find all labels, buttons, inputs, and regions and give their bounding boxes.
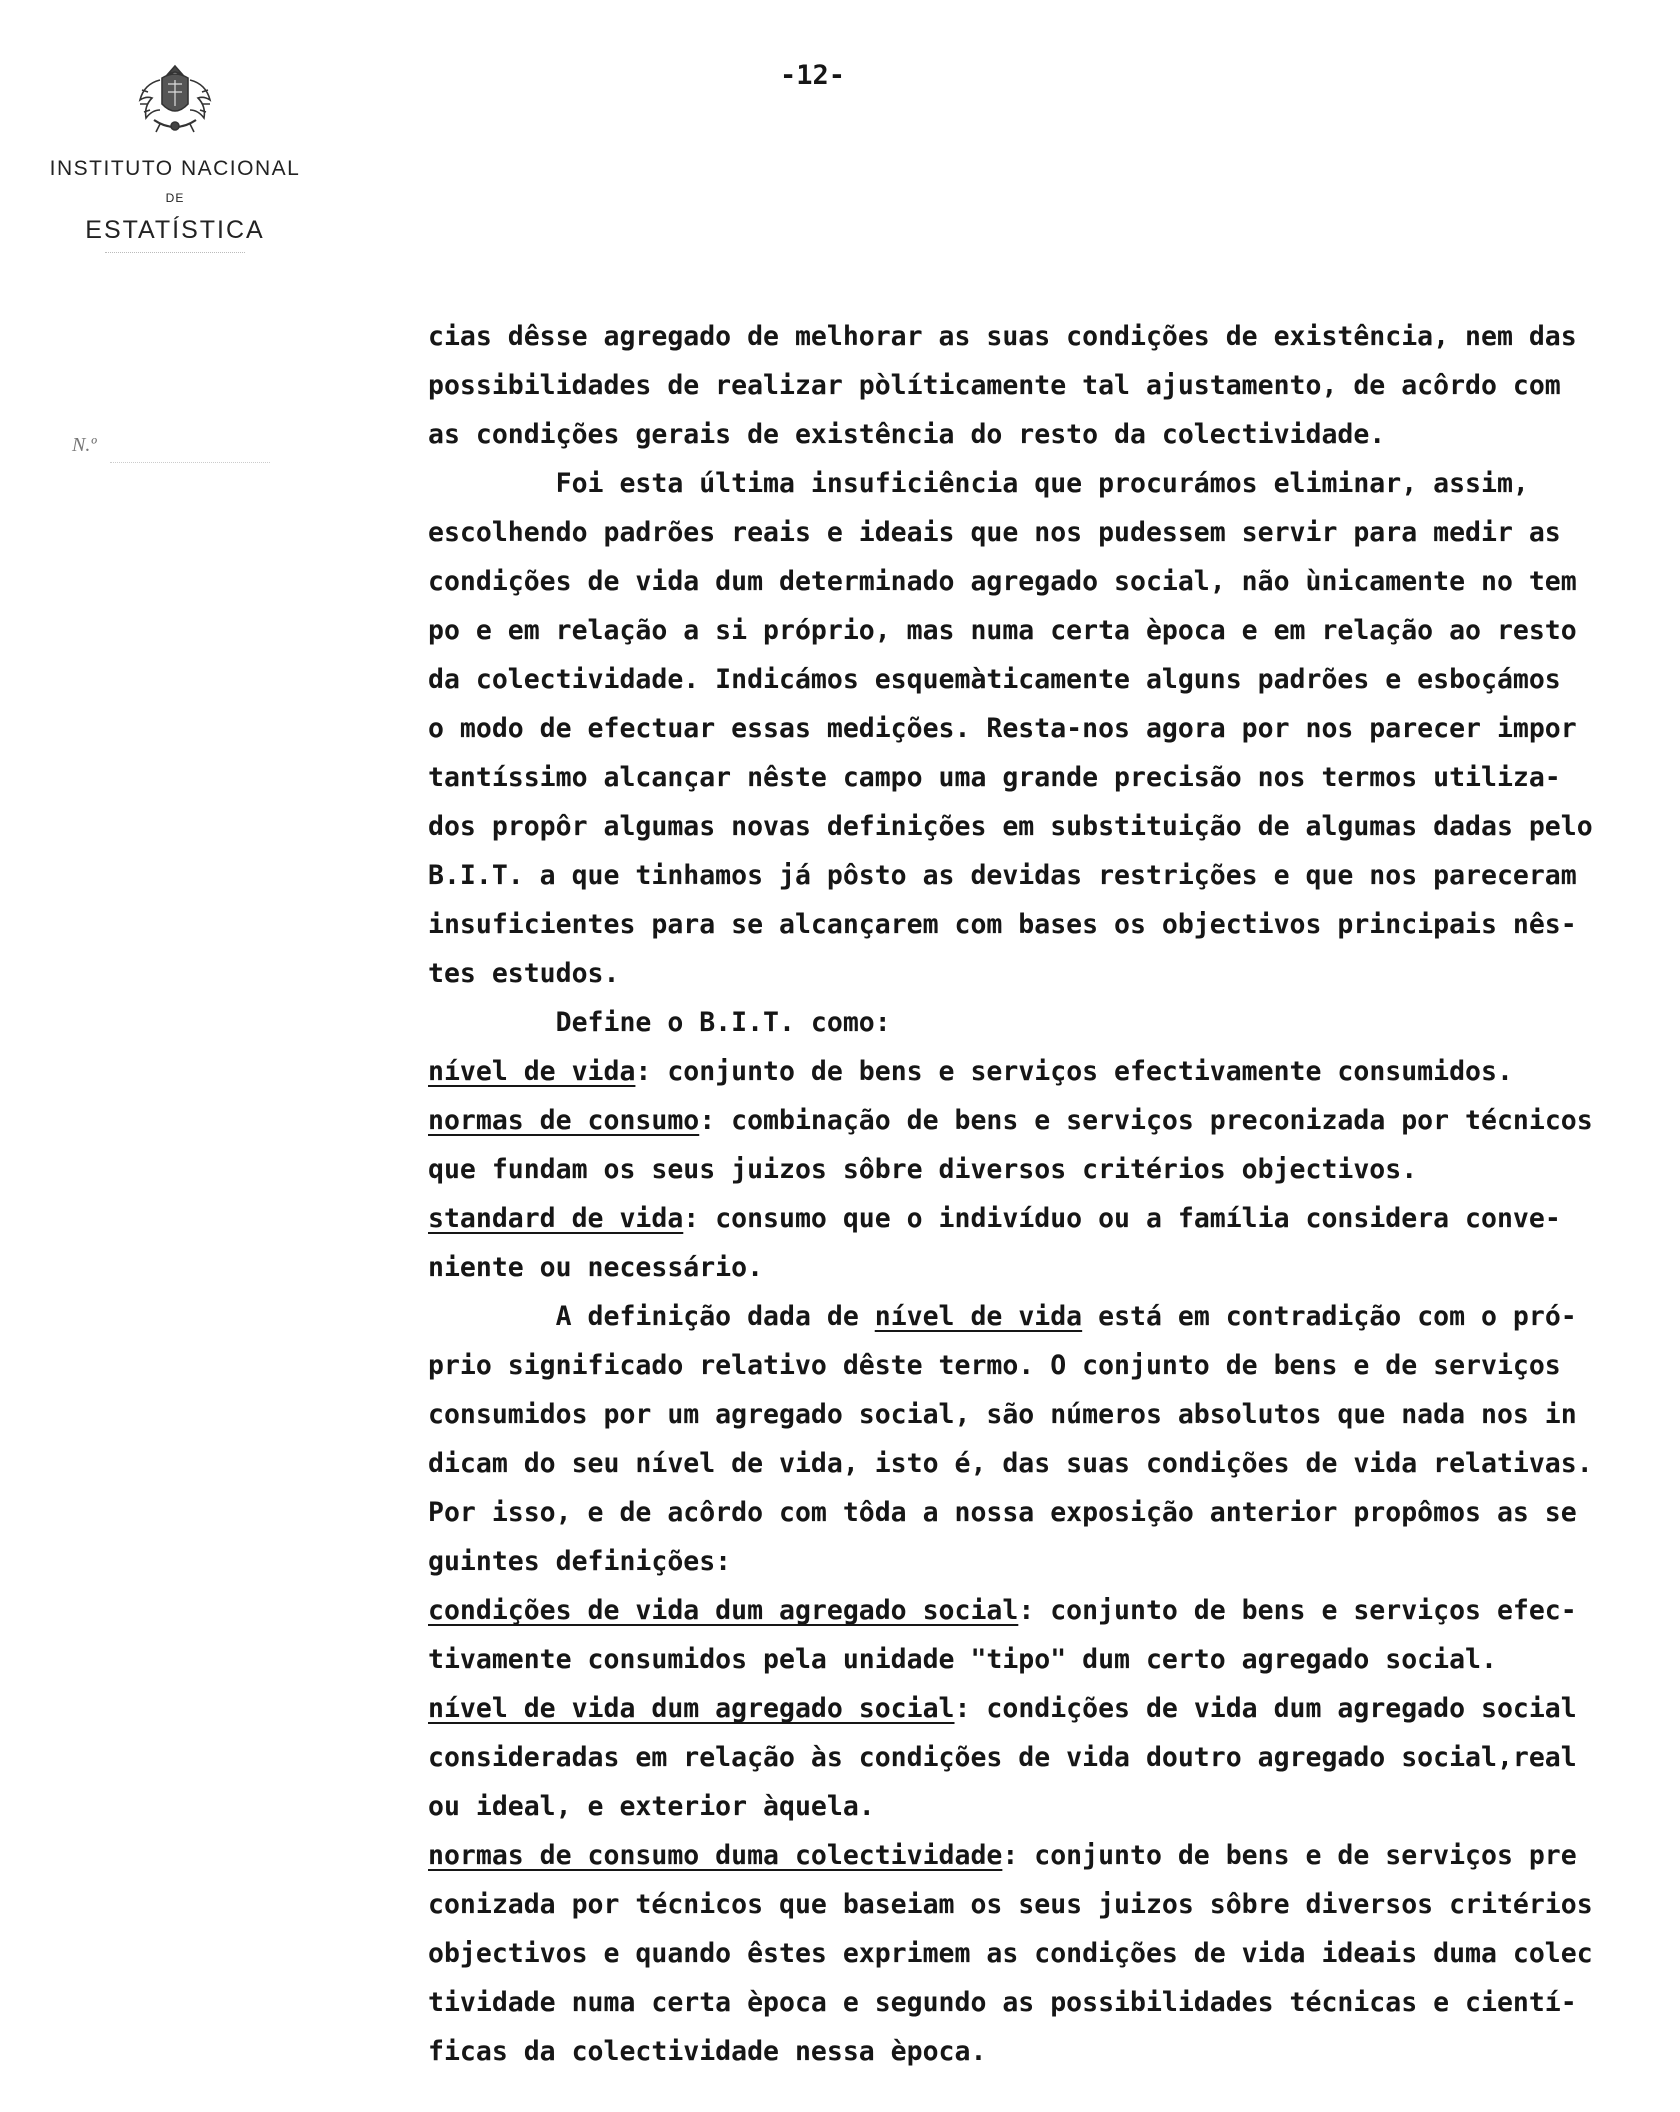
defined-term: nível de vida bbox=[874, 1301, 1083, 1332]
text-line bbox=[428, 1292, 1653, 1341]
text-line bbox=[428, 312, 1653, 361]
text-segment: Define o B.I.T. como: bbox=[428, 1007, 891, 1038]
text-line bbox=[428, 900, 1653, 949]
text-line bbox=[428, 557, 1653, 606]
institute-name-line1: INSTITUTO NACIONAL bbox=[49, 157, 301, 180]
institute-name-line3: ESTATÍSTICA bbox=[85, 216, 265, 244]
text-segment: escolhendo padrões reais e ideais que nos pudessem servir para medir as bbox=[428, 517, 1561, 548]
text-line bbox=[428, 1243, 1653, 1292]
text-segment: insuficientes para se alcançarem com bases os objectivos principais nês- bbox=[428, 909, 1577, 940]
text-segment: objectivos e quando êstes exprimem as condições de vida ideais duma colec bbox=[428, 1938, 1593, 1969]
text-line bbox=[428, 998, 1653, 1047]
text-segment: ou ideal, e exterior àquela. bbox=[428, 1791, 875, 1822]
text-line bbox=[428, 1782, 1653, 1831]
text-line bbox=[428, 802, 1653, 851]
text-segment: consumidos por um agregado social, são números absolutos que nada nos in bbox=[428, 1399, 1577, 1430]
text-segment: : conjunto de bens e serviços efectivamente consumidos. bbox=[635, 1056, 1513, 1087]
text-segment: da colectividade. Indicámos esquemàticamente alguns padrões e esboçámos bbox=[428, 664, 1561, 695]
text-line bbox=[428, 851, 1653, 900]
text-segment: dicam do seu nível de vida, isto é, das suas condições de vida relativas. bbox=[428, 1448, 1593, 1479]
text-segment: A definição dada de bbox=[428, 1301, 875, 1332]
text-segment: as condições gerais de existência do resto da colectividade. bbox=[428, 419, 1386, 450]
text-line bbox=[428, 655, 1653, 704]
text-segment: está em contradição com o pró- bbox=[1082, 1301, 1577, 1332]
text-segment: niente ou necessário. bbox=[428, 1252, 764, 1283]
text-line bbox=[428, 361, 1653, 410]
text-line bbox=[428, 753, 1653, 802]
defined-term: normas de consumo bbox=[428, 1105, 700, 1136]
text-segment: ficas da colectividade nessa època. bbox=[428, 2036, 987, 2067]
page-number: -12- bbox=[780, 60, 846, 91]
text-segment: : condições de vida dum agregado social bbox=[954, 1693, 1577, 1724]
text-segment: dos propôr algumas novas definições em substituição de algumas dadas pelo bbox=[428, 811, 1593, 842]
text-line bbox=[428, 1194, 1653, 1243]
letterhead bbox=[0, 60, 350, 253]
text-segment: o modo de efectuar essas medições. Resta-nos agora por nos parecer impor bbox=[428, 713, 1577, 744]
text-segment: Por isso, e de acôrdo com tôda a nossa exposição anterior propômos as se bbox=[428, 1497, 1577, 1528]
text-line bbox=[428, 1390, 1653, 1439]
text-segment: cias dêsse agregado de melhorar as suas condições de existência, nem das bbox=[428, 321, 1577, 352]
text-line bbox=[428, 1978, 1653, 2027]
text-line bbox=[428, 508, 1653, 557]
text-segment: condições de vida dum determinado agregado social, não ùnicamente no tem bbox=[428, 566, 1577, 597]
text-segment: B.I.T. a que tinhamos já pôsto as devidas restrições e que nos pareceram bbox=[428, 860, 1577, 891]
text-line bbox=[428, 704, 1653, 753]
text-line bbox=[428, 1831, 1653, 1880]
text-line bbox=[428, 1733, 1653, 1782]
defined-term: normas de consumo duma colectividade bbox=[428, 1840, 1003, 1871]
defined-term: nível de vida dum agregado social bbox=[428, 1693, 955, 1724]
text-segment: guintes definições: bbox=[428, 1546, 732, 1577]
text-line bbox=[428, 1047, 1653, 1096]
text-line bbox=[428, 410, 1653, 459]
text-line bbox=[428, 1537, 1653, 1586]
text-segment: possibilidades de realizar pòlíticamente tal ajustamento, de acôrdo com bbox=[428, 370, 1561, 401]
text-segment: prio significado relativo dêste termo. O conjunto de bens e de serviços bbox=[428, 1350, 1561, 1381]
text-segment: que fundam os seus juizos sôbre diversos critérios objectivos. bbox=[428, 1154, 1418, 1185]
text-line bbox=[428, 1684, 1653, 1733]
institute-name-line2: DE bbox=[165, 191, 185, 205]
text-segment: tes estudos. bbox=[428, 958, 620, 989]
text-line bbox=[428, 606, 1653, 655]
text-line bbox=[428, 1145, 1653, 1194]
document-number-label: N.º bbox=[72, 434, 97, 456]
text-segment: : conjunto de bens e serviços efec- bbox=[1018, 1595, 1577, 1626]
text-segment: po e em relação a si próprio, mas numa certa època e em relação ao resto bbox=[428, 615, 1577, 646]
text-line bbox=[428, 2027, 1653, 2076]
text-segment: tantíssimo alcançar nêste campo uma grande precisão nos termos utiliza- bbox=[428, 762, 1561, 793]
defined-term: nível de vida bbox=[428, 1056, 636, 1087]
defined-term: condições de vida dum agregado social bbox=[428, 1595, 1019, 1626]
text-line bbox=[428, 1586, 1653, 1635]
text-line bbox=[428, 949, 1653, 998]
text-line bbox=[428, 1439, 1653, 1488]
text-segment: : combinação de bens e serviços preconizada por técnicos bbox=[699, 1105, 1593, 1136]
text-line bbox=[428, 1929, 1653, 1978]
text-segment: : consumo que o indivíduo ou a família considera conve- bbox=[683, 1203, 1561, 1234]
coat-of-arms-icon bbox=[130, 60, 220, 140]
text-segment: tivamente consumidos pela unidade "tipo" dum certo agregado social. bbox=[428, 1644, 1497, 1675]
text-line bbox=[428, 1341, 1653, 1390]
text-line bbox=[428, 1488, 1653, 1537]
letterhead-divider bbox=[105, 252, 245, 253]
defined-term: standard de vida bbox=[428, 1203, 684, 1234]
text-segment: conizada por técnicos que baseiam os seus juizos sôbre diversos critérios bbox=[428, 1889, 1593, 1920]
body-text bbox=[428, 312, 1653, 2076]
text-segment: tividade numa certa època e segundo as possibilidades técnicas e cientí- bbox=[428, 1987, 1577, 2018]
text-line bbox=[428, 1096, 1653, 1145]
text-line bbox=[428, 459, 1653, 508]
document-number-rule bbox=[110, 462, 270, 463]
text-line bbox=[428, 1635, 1653, 1684]
text-segment: Foi esta última insuficiência que procurámos eliminar, assim, bbox=[428, 468, 1529, 499]
text-segment: consideradas em relação às condições de vida doutro agregado social,real bbox=[428, 1742, 1577, 1773]
text-line bbox=[428, 1880, 1653, 1929]
text-segment: : conjunto de bens e de serviços pre bbox=[1002, 1840, 1577, 1871]
